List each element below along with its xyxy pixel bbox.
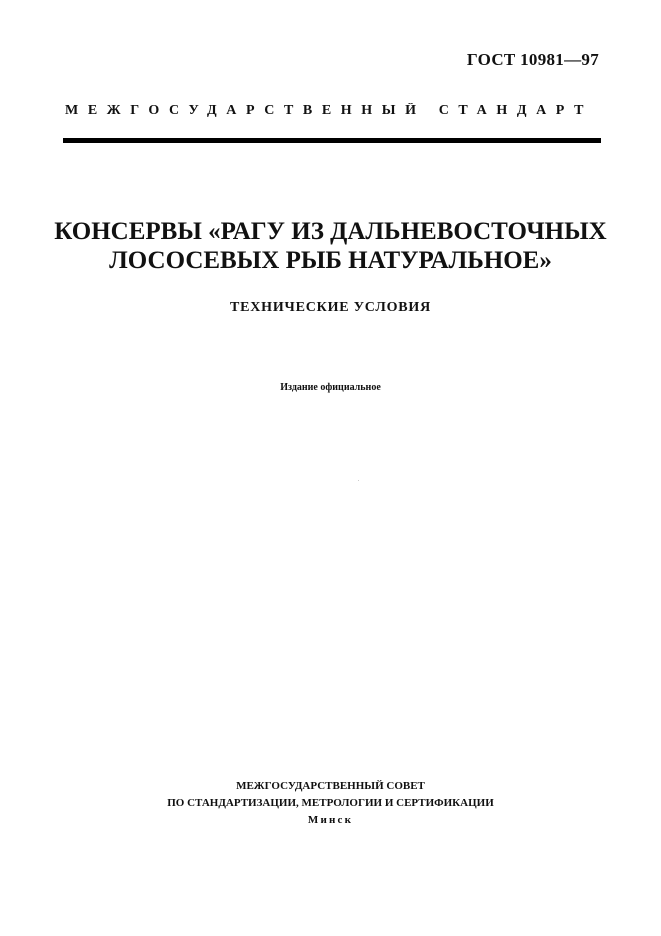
- standard-type-heading: МЕЖГОСУДАРСТВЕННЫЙ СТАНДАРТ: [65, 103, 594, 118]
- publisher-city: Минск: [307, 814, 354, 826]
- document-subtitle: ТЕХНИЧЕСКИЕ УСЛОВИЯ: [229, 300, 432, 315]
- edition-note: Издание официальное: [280, 382, 381, 393]
- title-line-2: ЛОСОСЕВЫХ РЫБ НАТУРАЛЬНОЕ»: [109, 247, 552, 274]
- publisher-line-2: ПО СТАНДАРТИЗАЦИИ, МЕТРОЛОГИИ И СЕРТИФИКАЦИИ: [167, 797, 494, 809]
- document-title: [30, 217, 631, 275]
- publisher-line-1: МЕЖГОСУДАРСТВЕННЫЙ СОВЕТ: [236, 780, 425, 792]
- header-divider: [63, 138, 601, 143]
- title-line-1: КОНСЕРВЫ «РАГУ ИЗ ДАЛЬНЕВОСТОЧНЫХ: [54, 218, 607, 245]
- print-speck: [358, 480, 359, 481]
- document-number: ГОСТ 10981—97: [466, 50, 599, 69]
- publisher-block: [30, 778, 631, 829]
